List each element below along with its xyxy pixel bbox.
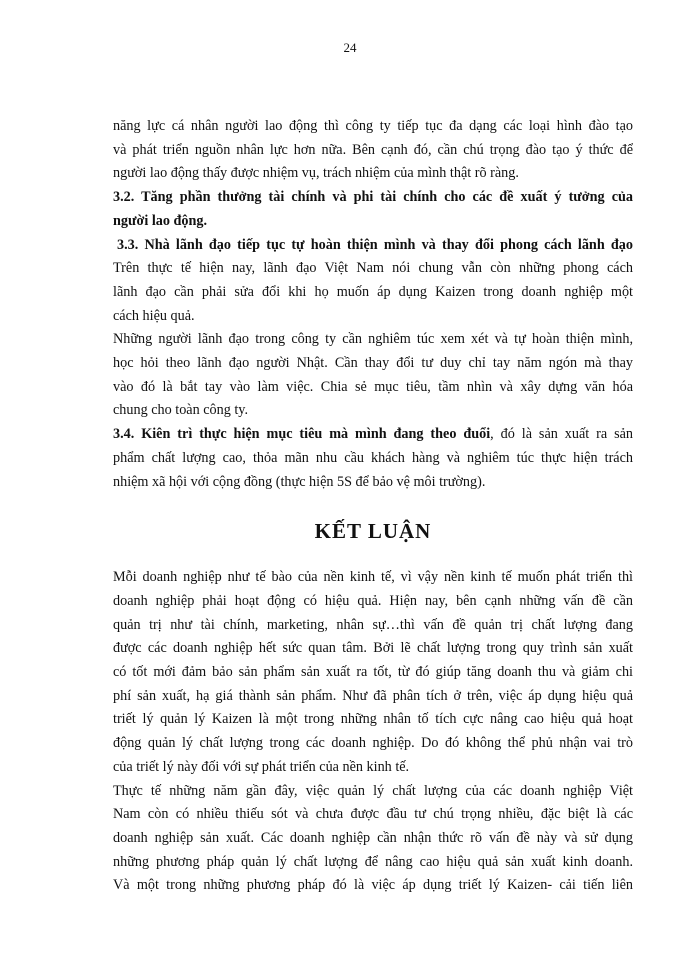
text-line: doanh nghiệp sản xuất. Các doanh nghiệp cần nhận thức rõ vấn đề này và sử dụng <box>113 829 633 846</box>
text-line: của triết lý này đối với sự phát triển của nền kinh tế. <box>113 758 410 775</box>
paragraph-3-4 <box>113 423 633 494</box>
paragraph-conclusion-1 <box>113 566 633 779</box>
document-body <box>113 109 633 898</box>
text-line: học hỏi theo lãnh đạo người Nhật. Cần thay đổi tư duy chỉ tay năm ngón mà thay <box>113 355 633 372</box>
text-line: người lao động thấy được nhiệm vụ, trách nhiệm của mình thật rõ ràng. <box>113 165 519 182</box>
text-line: cách hiệu quả. <box>113 307 195 324</box>
text-line: doanh nghiệp phải hoạt động có hiệu quả. Hiện nay, bên cạnh những vấn đề cần <box>113 592 633 609</box>
text-line: được các doanh nghiệp hết sức quan tâm. Bởi lẽ chất lượng trong quy trình sản xuất <box>113 640 633 657</box>
text-line: động quản lý chất lượng trong các doanh nghiệp. Do đó không thể phủ nhận vai trò <box>113 735 633 752</box>
paragraph-leadership-style <box>113 257 633 328</box>
text-line: Trên thực tế hiện nay, lãnh đạo Việt Nam nói chung vẫn còn những phong cách <box>113 260 633 277</box>
text-line: và phát triển nguồn nhân lực hơn nữa. Bên cạnh đó, cần chú trọng đào tạo ý thức để <box>113 141 633 158</box>
paragraph-training <box>113 115 633 186</box>
heading-line: 3.3. Nhà lãnh đạo tiếp tục tự hoàn thiện mình và thay đổi phong cách lãnh đạo <box>117 236 633 253</box>
conclusion-title: KẾT LUẬN <box>314 519 432 544</box>
text-line: nhiệm xã hội với cộng đồng (thực hiện 5S để bảo vệ môi trường). <box>113 473 486 490</box>
text-line: Mỗi doanh nghiệp như tế bào của nền kinh tế, vì vậy nền kinh tế muốn phát triển thì <box>113 569 633 586</box>
text-line: Nam còn có nhiều thiếu sót và chưa được đầu tư chú trọng nhiều, đặc biệt là các <box>113 806 633 823</box>
text-line: chung cho toàn công ty. <box>113 402 249 419</box>
text-line: Và một trong những phương pháp đó là việc áp dụng triết lý Kaizen- cải tiến liên <box>113 877 633 894</box>
paragraph-conclusion-2 <box>113 780 633 899</box>
text-line <box>113 423 633 447</box>
heading-3-2 <box>113 186 633 233</box>
text-fragment: , đó là sản xuất ra sản <box>490 426 633 443</box>
paragraph-leaders-improve <box>113 328 633 423</box>
heading-line: 3.2. Tăng phần thưởng tài chính và phi tài chính cho các đề xuất ý tưởng của <box>113 189 633 206</box>
heading-line: người lao động. <box>113 212 208 229</box>
heading-3-3 <box>113 234 633 258</box>
text-line: Thực tế những năm gần đây, việc quản lý chất lượng của các doanh nghiệp Việt <box>113 782 633 799</box>
text-line: những phương pháp quản lý chất lượng để nâng cao hiệu quả sản xuất kinh doanh. <box>113 853 633 870</box>
text-line: phẩm chất lượng cao, thỏa mãn nhu cầu khách hàng và nghiêm túc thực hiện trách <box>113 449 633 466</box>
page-number: 24 <box>343 40 357 55</box>
text-line: có tốt mới đảm bảo sản phẩm sản xuất ra tốt, từ đó giúp tăng doanh thu và giảm chi <box>113 664 633 681</box>
text-line: năng lực cá nhân người lao động thì công ty tiếp tục đa dạng các loại hình đào tạo <box>113 118 633 134</box>
text-line: lãnh đạo cần phải sửa đổi khi họ muốn áp dụng Kaizen trong doanh nghiệp một <box>113 283 633 300</box>
heading-3-4: 3.4. Kiên trì thực hiện mục tiêu mà mình đang theo đuổi <box>113 426 491 443</box>
text-line: triết lý quản lý Kaizen là một trong những nhân tố tích cực nâng cao hiệu quả hoạt <box>113 711 633 728</box>
text-line: phí sản xuất, hạ giá thành sản phẩm. Như đã phân tích ở trên, việc áp dụng hiệu quả <box>113 687 633 704</box>
text-line: Những người lãnh đạo trong công ty cần nghiêm túc xem xét và tự hoàn thiện mình, <box>113 331 633 348</box>
text-line: vào đó là bắt tay vào làm việc. Chia sẻ mục tiêu, tầm nhìn và xây dựng văn hóa <box>113 378 633 395</box>
text-line: quản trị như tài chính, marketing, nhân sự…thì vấn đề quản trị chất lượng đang <box>113 616 633 633</box>
